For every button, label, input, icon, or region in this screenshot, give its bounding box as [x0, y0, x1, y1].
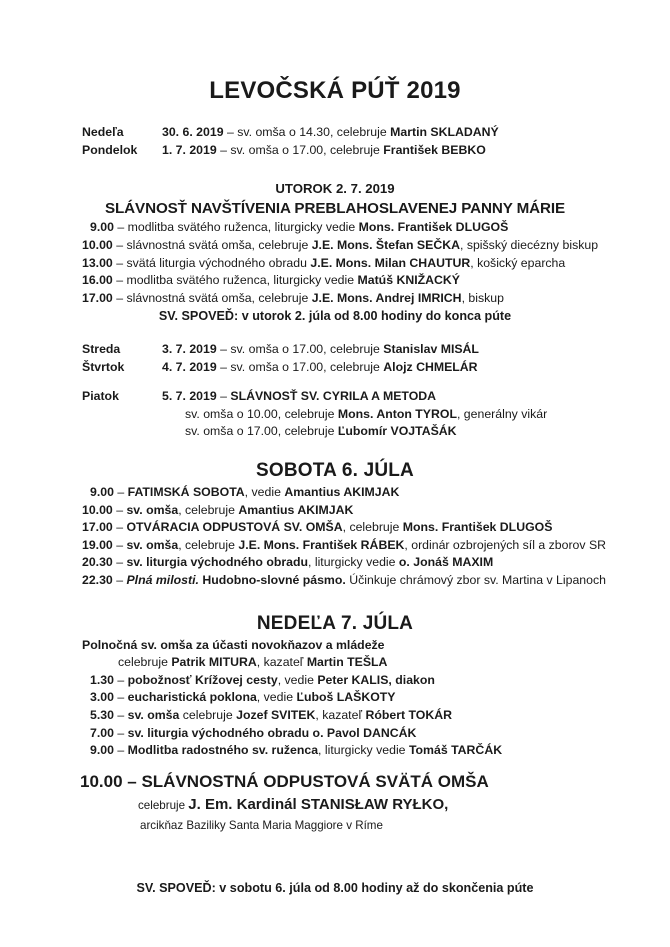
subline-celebrant: Patrik MITURA	[171, 655, 257, 670]
dash: –	[113, 485, 128, 500]
spacer	[0, 835, 670, 863]
sunday-heading: NEDEĽA 7. JÚLA	[256, 612, 414, 634]
row-title: pobožnosť Krížovej cesty	[127, 672, 278, 687]
spacer	[0, 590, 670, 610]
row-description: slávnostná svätá omša, celebruje	[126, 237, 312, 252]
dash: –	[216, 389, 231, 404]
row-celebrant: J.E. Mons. Milan CHAUTUR	[310, 255, 471, 270]
dash: –	[112, 237, 127, 252]
concert-title: Plná milosti.	[126, 573, 199, 588]
intro-days-block	[0, 124, 670, 159]
spacer	[0, 104, 670, 124]
row-celebrant: Mons. František DLUGOŠ	[402, 520, 553, 535]
row-title: sv. omša	[127, 707, 180, 722]
dash: –	[122, 771, 142, 791]
row-time: 9.00	[90, 220, 114, 235]
row-celebrant: Mons. František DLUGOŠ	[358, 220, 509, 235]
dash: –	[112, 502, 127, 517]
day-row	[0, 142, 670, 160]
celebrant-name: Stanislav MISÁL	[383, 342, 479, 357]
dash: –	[112, 573, 127, 588]
row-time: 5.30	[90, 707, 114, 722]
row-celebrant: o. Jonáš MAXIM	[398, 555, 494, 570]
day-date: 4. 7. 2019	[162, 359, 217, 374]
subline-prefix: celebruje	[118, 655, 172, 670]
day-label: Pondelok	[82, 142, 138, 157]
day-detail	[162, 341, 670, 359]
row-description: slávnostná svätá omša, celebruje	[126, 290, 312, 305]
schedule-row	[0, 537, 670, 555]
saturday-heading: SOBOTA 6. JÚLA	[256, 460, 414, 482]
row-title: eucharistická poklona	[127, 690, 257, 705]
day-detail	[162, 142, 670, 160]
friday-subline	[0, 423, 670, 441]
dash: –	[112, 290, 127, 305]
spacer	[0, 159, 670, 179]
tuesday-subheading: SLÁVNOSŤ NAVŠTÍVENIA PREBLAHOSLAVENEJ PANNY MÁRIE	[104, 200, 566, 218]
celebrant-name: Alojz CHMELÁR	[383, 359, 478, 374]
schedule-row	[0, 725, 670, 743]
schedule-row	[0, 672, 670, 690]
concert-subtitle: Hudobno-slovné pásmo.	[198, 573, 346, 588]
subline-text: sv. omša o 17.00, celebruje	[185, 424, 338, 439]
row-title: sv. liturgia východného obradu	[126, 555, 308, 570]
row-description: svätá liturgia východného obradu	[126, 255, 311, 270]
dash: –	[216, 142, 231, 157]
row-title: FATIMSKÁ SOBOTA	[127, 485, 245, 500]
dash: –	[112, 537, 127, 552]
spacer	[0, 441, 670, 457]
row-connector: , celebruje	[178, 537, 239, 552]
row-time: 22.30	[82, 573, 113, 588]
row-celebrant: Amantius AKIMJAK	[238, 502, 354, 517]
day-description: sv. omša o 14.30, celebruje	[237, 125, 391, 140]
row-time: 9.00	[90, 485, 114, 500]
day-label: Piatok	[82, 389, 119, 404]
finale-celebrant-role: arcikňaz Baziliky Santa Maria Maggiore v Ríme	[140, 818, 383, 832]
midweek-days-block	[0, 341, 670, 376]
row-suffix: , kazateľ	[315, 707, 366, 722]
row-title: sv. omša	[126, 537, 179, 552]
row-celebrant: Ľuboš LAŠKOTY	[296, 690, 396, 705]
row-connector: , celebruje	[178, 502, 239, 517]
row-connector: , vedie	[277, 672, 318, 687]
midnight-mass-subline	[0, 654, 670, 672]
finale-title: SLÁVNOSTNÁ ODPUSTOVÁ SVÄTÁ OMŠA	[141, 771, 489, 791]
row-connector: , vedie	[244, 485, 285, 500]
finale-heading	[0, 770, 670, 794]
day-label: Štvrtok	[82, 359, 125, 374]
dash: –	[113, 220, 128, 235]
day-description: sv. omša o 17.00, celebruje	[230, 342, 384, 357]
sunday-section	[0, 610, 670, 760]
schedule-row	[0, 742, 670, 760]
day-detail	[162, 388, 670, 406]
row-connector: , celebruje	[342, 520, 403, 535]
dash: –	[216, 342, 231, 357]
dash: –	[112, 273, 127, 288]
schedule-row	[0, 237, 670, 255]
subline-celebrant: Mons. Anton TYROL	[337, 406, 457, 421]
row-connector: celebruje	[179, 707, 237, 722]
dash: –	[113, 707, 128, 722]
day-row	[0, 341, 670, 359]
subline-text: sv. omša o 10.00, celebruje	[185, 406, 338, 421]
day-label: Nedeľa	[82, 125, 124, 140]
schedule-row	[0, 554, 670, 572]
finale-celebrant-prefix: celebruje	[138, 798, 189, 812]
day-date: 30. 6. 2019	[162, 125, 224, 140]
row-celebrant: J.E. Mons. František RÁBEK	[238, 537, 405, 552]
friday-subline	[0, 406, 670, 424]
schedule-row	[0, 502, 670, 520]
row-time: 16.00	[82, 273, 113, 288]
friday-block	[0, 388, 670, 441]
saturday-section	[0, 457, 670, 590]
schedule-row	[0, 519, 670, 537]
row-title: sv. omša	[126, 502, 179, 517]
row-connector: , liturgicky vedie	[318, 743, 409, 758]
row-time: 3.00	[90, 690, 114, 705]
celebrant-name: Martin SKLADANÝ	[390, 125, 499, 140]
finale-celebrant-name: J. Em. Kardinál STANISŁAW RYŁKO,	[188, 795, 449, 813]
row-time: 10.00	[82, 502, 113, 517]
row-celebrant: Tomáš TARČÁK	[408, 743, 503, 758]
day-description: sv. omša o 17.00, celebruje	[230, 359, 384, 374]
midnight-mass-text: Polnočná sv. omša za účasti novokňazov a mládeže	[82, 637, 385, 652]
row-celebrant: Jozef SVITEK	[236, 707, 316, 722]
schedule-row	[0, 290, 670, 308]
dash: –	[112, 255, 127, 270]
concert-performer: Účinkuje chrámový zbor sv. Martina v Lipanoch	[345, 573, 606, 588]
row-celebrant: J.E. Mons. Andrej IMRICH	[311, 290, 462, 305]
row-time: 7.00	[90, 725, 114, 740]
dash: –	[216, 359, 231, 374]
day-date: 1. 7. 2019	[162, 142, 217, 157]
row-celebrant: Amantius AKIMJAK	[284, 485, 400, 500]
day-description: sv. omša o 17.00, celebruje	[230, 142, 384, 157]
row-celebrant: J.E. Mons. Štefan SEČKA	[311, 237, 460, 252]
page-title: LEVOČSKÁ PÚŤ 2019	[209, 77, 461, 104]
row-celebrant: Matúš KNIŽACKÝ	[357, 273, 460, 288]
row-connector: , liturgicky vedie	[308, 555, 399, 570]
day-row	[0, 388, 670, 406]
row-connector: , vedie	[256, 690, 297, 705]
confession-note-final: SV. SPOVEĎ: v sobotu 6. júla od 8.00 hodiny až do skončenia púte	[136, 880, 534, 895]
schedule-row	[0, 219, 670, 237]
row-time: 10.00	[82, 237, 113, 252]
feast-name: SLÁVNOSŤ SV. CYRILA A METODA	[230, 389, 437, 404]
spacer	[0, 760, 670, 770]
row-title: OTVÁRACIA ODPUSTOVÁ SV. OMŠA	[126, 520, 343, 535]
row-celebrant: Peter KALIS, diakon	[317, 672, 435, 687]
row-time: 13.00	[82, 255, 113, 270]
day-date: 3. 7. 2019	[162, 342, 217, 357]
dash: –	[223, 125, 238, 140]
tuesday-heading: UTOROK 2. 7. 2019	[275, 181, 395, 197]
row-time: 19.00	[82, 537, 113, 552]
row-preacher: Róbert TOKÁR	[365, 707, 452, 722]
row-suffix: , biskup	[461, 290, 504, 305]
schedule-row	[0, 272, 670, 290]
confession-note-tuesday: SV. SPOVEĎ: v utorok 2. júla od 8.00 hodiny do konca púte	[158, 309, 512, 324]
row-suffix: , košický eparcha	[470, 255, 566, 270]
row-title: Modlitba radostného sv. ruženca	[127, 743, 319, 758]
dash: –	[113, 743, 128, 758]
schedule-row	[0, 484, 670, 502]
spacer	[0, 325, 670, 341]
row-time: 20.30	[82, 555, 113, 570]
day-detail	[162, 124, 670, 142]
spacer	[0, 376, 670, 388]
row-suffix: , ordinár ozbrojených síl a zborov SR	[404, 537, 607, 552]
subline-connector: , kazateľ	[256, 655, 307, 670]
celebrant-name: František BEBKO	[383, 142, 486, 157]
tuesday-section	[0, 179, 670, 325]
row-time: 17.00	[82, 520, 113, 535]
row-time: 17.00	[82, 290, 113, 305]
schedule-row	[0, 707, 670, 725]
subline-suffix: , generálny vikár	[456, 406, 548, 421]
dash: –	[112, 555, 127, 570]
row-time: 1.30	[90, 672, 114, 687]
row-title: sv. liturgia východného obradu o. Pavol DANCÁK	[127, 725, 417, 740]
day-row	[0, 359, 670, 377]
day-date: 5. 7. 2019	[162, 389, 217, 404]
dash: –	[113, 725, 128, 740]
schedule-row	[0, 255, 670, 273]
spacer	[0, 863, 670, 879]
row-description: modlitba svätého ruženca, liturgicky vedie	[127, 220, 359, 235]
day-detail	[162, 359, 670, 377]
schedule-row-concert	[0, 572, 670, 590]
finale-time: 10.00	[80, 771, 123, 791]
schedule-row	[0, 689, 670, 707]
finale-celebrant-line	[0, 794, 670, 817]
midnight-mass-line	[0, 637, 670, 655]
day-label: Streda	[82, 342, 121, 357]
row-suffix: , spišský diecézny biskup	[459, 237, 599, 252]
day-row	[0, 124, 670, 142]
row-description: modlitba svätého ruženca, liturgicky vedie	[126, 273, 358, 288]
finale-block	[0, 770, 670, 835]
subline-preacher: Martin TEŠLA	[306, 655, 388, 670]
row-time: 9.00	[90, 743, 114, 758]
dash: –	[113, 672, 128, 687]
dash: –	[112, 520, 127, 535]
subline-celebrant: Ľubomír VOJTAŠÁK	[337, 424, 457, 439]
dash: –	[113, 690, 128, 705]
